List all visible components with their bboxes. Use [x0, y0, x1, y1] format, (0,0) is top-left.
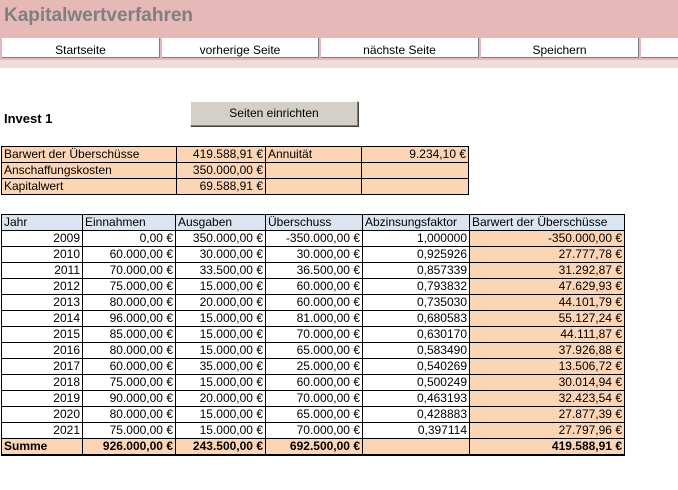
table-row [2, 359, 625, 375]
barwert-value[interactable]: 419.588,91 € [177, 147, 266, 163]
cell-abzinsungsfaktor[interactable]: 0,500249 [363, 375, 470, 391]
kapitalwert-value[interactable]: 69.588,91 € [177, 179, 266, 195]
table-row [2, 327, 625, 343]
kapitalwert-label: Kapitalwert [2, 179, 177, 195]
cell-ueberschuss[interactable]: 60.000,00 € [266, 279, 363, 295]
cell-abzinsungsfaktor[interactable]: 0,857339 [363, 263, 470, 279]
invest-label: Invest 1 [4, 111, 53, 126]
cell-ausgaben[interactable]: 20.000,00 € [176, 391, 266, 407]
cell-einnahmen[interactable]: 90.000,00 € [83, 391, 176, 407]
cell-ausgaben[interactable]: 15.000,00 € [176, 375, 266, 391]
cell-jahr[interactable]: 2020 [2, 407, 83, 423]
sum-abzinsung[interactable] [363, 439, 470, 456]
cell-barwert[interactable]: 44.111,87 € [470, 327, 625, 343]
cell-jahr[interactable]: 2010 [2, 247, 83, 263]
sum-barwert[interactable]: 419.588,91 € [470, 439, 625, 456]
extra-nav-button[interactable] [641, 38, 678, 58]
table-row [2, 295, 625, 311]
cell-ueberschuss[interactable]: -350.000,00 € [266, 231, 363, 247]
cell-abzinsungsfaktor[interactable]: 0,735030 [363, 295, 470, 311]
cell-barwert[interactable]: 31.292,87 € [470, 263, 625, 279]
cell-abzinsungsfaktor[interactable]: 0,540269 [363, 359, 470, 375]
cell-ausgaben[interactable]: 20.000,00 € [176, 295, 266, 311]
cell-jahr[interactable]: 2019 [2, 391, 83, 407]
sum-row [2, 439, 625, 456]
startseite-button[interactable]: Startseite [2, 38, 160, 58]
cell-barwert[interactable]: 32.423,54 € [470, 391, 625, 407]
cell-ausgaben[interactable]: 30.000,00 € [176, 247, 266, 263]
column-header: Ausgaben [176, 215, 266, 231]
cell-barwert[interactable]: 55.127,24 € [470, 311, 625, 327]
cell-jahr[interactable]: 2011 [2, 263, 83, 279]
cell-einnahmen[interactable]: 75.000,00 € [83, 279, 176, 295]
cell-jahr[interactable]: 2014 [2, 311, 83, 327]
page-title: Kapitalwertverfahren [4, 5, 194, 26]
cell-abzinsungsfaktor[interactable]: 0,793832 [363, 279, 470, 295]
barwert-label: Barwert der Überschüsse [2, 147, 177, 163]
cell-barwert[interactable]: 27.877,39 € [470, 407, 625, 423]
column-header: Abzinsungsfaktor [363, 215, 470, 231]
anschaffung-value[interactable]: 350.000,00 € [177, 163, 266, 179]
cell-einnahmen[interactable]: 96.000,00 € [83, 311, 176, 327]
cell-barwert[interactable]: 44.101,79 € [470, 295, 625, 311]
cell-einnahmen[interactable]: 80.000,00 € [83, 343, 176, 359]
table-row [2, 231, 625, 247]
cell-barwert[interactable]: 30.014,94 € [470, 375, 625, 391]
cell-ueberschuss[interactable]: 25.000,00 € [266, 359, 363, 375]
cell-einnahmen[interactable]: 85.000,00 € [83, 327, 176, 343]
empty-cell[interactable] [362, 179, 469, 195]
cell-jahr[interactable]: 2016 [2, 343, 83, 359]
cell-barwert[interactable]: 13.506,72 € [470, 359, 625, 375]
cell-jahr[interactable]: 2015 [2, 327, 83, 343]
cell-abzinsungsfaktor[interactable]: 0,463193 [363, 391, 470, 407]
column-header: Jahr [2, 215, 83, 231]
cell-ausgaben[interactable]: 33.500,00 € [176, 263, 266, 279]
cell-ueberschuss[interactable]: 30.000,00 € [266, 247, 363, 263]
cell-abzinsungsfaktor[interactable]: 0,397114 [363, 423, 470, 439]
save-button[interactable]: Speichern [481, 38, 639, 58]
table-row [2, 311, 625, 327]
empty-cell[interactable] [266, 179, 362, 195]
empty-cell[interactable] [362, 163, 469, 179]
sum-ueberschuss[interactable]: 692.500,00 € [266, 439, 363, 456]
annuitaet-label: Annuität [266, 147, 362, 163]
cell-abzinsungsfaktor[interactable]: 0,583490 [363, 343, 470, 359]
cell-jahr[interactable]: 2017 [2, 359, 83, 375]
cell-ueberschuss[interactable]: 70.000,00 € [266, 327, 363, 343]
table-row [2, 407, 625, 423]
seiten-einrichten-button[interactable]: Seiten einrichten [190, 101, 358, 126]
cell-ausgaben[interactable]: 350.000,00 € [176, 231, 266, 247]
cell-einnahmen[interactable]: 60.000,00 € [83, 359, 176, 375]
table-row [2, 247, 625, 263]
previous-page-button[interactable]: vorherige Seite [162, 38, 319, 58]
summary-row-kapitalwert [2, 179, 469, 195]
cell-jahr[interactable]: 2018 [2, 375, 83, 391]
empty-cell[interactable] [266, 163, 362, 179]
table-row [2, 375, 625, 391]
cashflow-table [1, 214, 625, 456]
cell-barwert[interactable]: -350.000,00 € [470, 231, 625, 247]
cell-abzinsungsfaktor[interactable]: 0,925926 [363, 247, 470, 263]
cell-jahr[interactable]: 2013 [2, 295, 83, 311]
cell-jahr[interactable]: 2012 [2, 279, 83, 295]
cell-jahr[interactable]: 2021 [2, 423, 83, 439]
cell-ausgaben[interactable]: 15.000,00 € [176, 279, 266, 295]
column-header: Überschuss [266, 215, 363, 231]
next-page-button[interactable]: nächste Seite [321, 38, 479, 58]
cell-einnahmen[interactable]: 0,00 € [83, 231, 176, 247]
cell-abzinsungsfaktor[interactable]: 1,000000 [363, 231, 470, 247]
title-bar [0, 0, 678, 34]
cell-einnahmen[interactable]: 60.000,00 € [83, 247, 176, 263]
cell-abzinsungsfaktor[interactable]: 0,680583 [363, 311, 470, 327]
cell-abzinsungsfaktor[interactable]: 0,428883 [363, 407, 470, 423]
cell-ueberschuss[interactable]: 60.000,00 € [266, 375, 363, 391]
cell-einnahmen[interactable]: 80.000,00 € [83, 407, 176, 423]
cell-ueberschuss[interactable]: 60.000,00 € [266, 295, 363, 311]
cell-barwert[interactable]: 27.797,96 € [470, 423, 625, 439]
summary-table [1, 146, 469, 195]
column-header: Barwert der Überschüsse [470, 215, 625, 231]
cell-ausgaben[interactable]: 35.000,00 € [176, 359, 266, 375]
cell-barwert[interactable]: 37.926,88 € [470, 343, 625, 359]
cell-ausgaben[interactable]: 15.000,00 € [176, 423, 266, 439]
cell-ueberschuss[interactable]: 65.000,00 € [266, 407, 363, 423]
cell-einnahmen[interactable]: 70.000,00 € [83, 263, 176, 279]
cell-ausgaben[interactable]: 15.000,00 € [176, 311, 266, 327]
sum-einnahmen[interactable]: 926.000,00 € [83, 439, 176, 456]
cell-ausgaben[interactable]: 15.000,00 € [176, 407, 266, 423]
table-header-row [2, 215, 625, 231]
sum-label: Summe [2, 439, 83, 456]
cell-jahr[interactable]: 2009 [2, 231, 83, 247]
table-row [2, 263, 625, 279]
cell-ueberschuss[interactable]: 70.000,00 € [266, 423, 363, 439]
annuitaet-value[interactable]: 9.234,10 € [362, 147, 469, 163]
cell-abzinsungsfaktor[interactable]: 0,630170 [363, 327, 470, 343]
sum-ausgaben[interactable]: 243.500,00 € [176, 439, 266, 456]
summary-row-barwert [2, 147, 469, 163]
anschaffung-label: Anschaffungskosten [2, 163, 177, 179]
cell-ueberschuss[interactable]: 65.000,00 € [266, 343, 363, 359]
column-header: Einnahmen [83, 215, 176, 231]
table-row [2, 279, 625, 295]
cell-ueberschuss[interactable]: 36.500,00 € [266, 263, 363, 279]
table-row [2, 423, 625, 439]
cell-barwert[interactable]: 27.777,78 € [470, 247, 625, 263]
table-row [2, 391, 625, 407]
cell-einnahmen[interactable]: 80.000,00 € [83, 295, 176, 311]
header-divider [0, 60, 678, 68]
table-row [2, 343, 625, 359]
summary-row-anschaffung [2, 163, 469, 179]
cell-ueberschuss[interactable]: 70.000,00 € [266, 391, 363, 407]
cell-einnahmen[interactable]: 75.000,00 € [83, 423, 176, 439]
cell-einnahmen[interactable]: 75.000,00 € [83, 375, 176, 391]
cell-ueberschuss[interactable]: 81.000,00 € [266, 311, 363, 327]
cell-ausgaben[interactable]: 15.000,00 € [176, 343, 266, 359]
cell-barwert[interactable]: 47.629,93 € [470, 279, 625, 295]
cell-ausgaben[interactable]: 15.000,00 € [176, 327, 266, 343]
